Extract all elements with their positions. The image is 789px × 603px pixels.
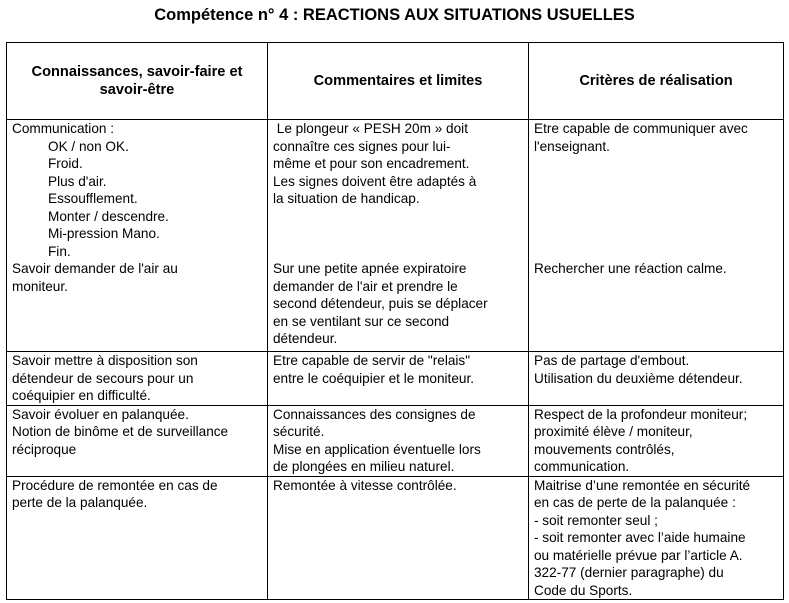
text-line: Etre capable de servir de "relais" <box>273 353 471 368</box>
text-line: Etre capable de communiquer avec <box>534 121 748 136</box>
text-line: Rechercher une réaction calme. <box>534 261 727 276</box>
text-line: de plongées en milieu naturel. <box>273 459 455 474</box>
header-commentaires: Commentaires et limites <box>268 43 529 120</box>
table-row <box>7 405 784 476</box>
header-criteres: Critères de réalisation <box>529 43 784 120</box>
cell-criteres <box>529 476 784 600</box>
text-line: mouvements contrôlés, <box>534 441 675 457</box>
text-line: Savoir mettre à disposition son <box>12 353 198 368</box>
spacer <box>534 208 779 226</box>
text-line: Code du Sports. <box>534 582 633 598</box>
text-line: Mise en application éventuelle lors <box>273 441 481 457</box>
table-row <box>7 120 784 352</box>
sign-item: Fin. <box>48 243 71 259</box>
text-line: Sur une petite apnée expiratoire <box>273 261 467 276</box>
spacer <box>534 225 779 243</box>
text-line: - soit remonter avec l’aide humaine <box>534 530 746 545</box>
spacer <box>273 208 524 226</box>
competence-table <box>6 42 784 600</box>
text-line: Pas de partage d'embout. <box>534 353 690 368</box>
text-line: Connaissances des consignes de <box>273 406 476 422</box>
text-line: détendeur de secours pour un <box>12 370 194 386</box>
text-line: en se ventilant sur ce second <box>273 313 450 329</box>
spacer <box>273 225 524 243</box>
header-connaissances: Connaissances, savoir-faire et savoir-être <box>7 43 268 120</box>
text-line: moniteur. <box>12 278 68 294</box>
text-line: même et pour son encadrement. <box>273 156 470 171</box>
text-line: Utilisation du deuxième détendeur. <box>534 370 743 386</box>
text-line: l'enseignant. <box>534 138 610 154</box>
cell-commentaires <box>268 352 529 406</box>
cell-criteres <box>529 352 784 406</box>
text-line: demander de l'air et prendre le <box>273 278 458 294</box>
text-line: en cas de perte de la palanquée : <box>534 495 736 510</box>
text-line: perte de la palanquée. <box>12 495 148 510</box>
text-line: 322-77 (dernier paragraphe) du <box>534 565 724 580</box>
text-line: connaître ces signes pour lui- <box>273 138 451 154</box>
text-line: réciproque <box>12 441 77 457</box>
text-line: Savoir demander de l'air au <box>12 261 178 276</box>
cell-criteres <box>529 120 784 352</box>
sign-item: OK / non OK. <box>48 138 129 154</box>
cell-connaissances <box>7 476 268 600</box>
cell-criteres <box>529 405 784 476</box>
text-line: coéquipier en difficulté. <box>12 388 151 403</box>
text-line: entre le coéquipier et le moniteur. <box>273 370 475 386</box>
text-line: détendeur. <box>273 331 338 346</box>
page-title: Compétence n° 4 : REACTIONS AUX SITUATIONS USUELLES <box>154 6 635 24</box>
text-line: Respect de la profondeur moniteur; <box>534 406 748 422</box>
spacer <box>534 243 779 261</box>
text-line: communication. <box>534 459 630 474</box>
text-line: la situation de handicap. <box>273 191 420 206</box>
text-line: Savoir évoluer en palanquée. <box>12 406 189 422</box>
spacer <box>534 190 779 208</box>
sign-item: Plus d'air. <box>48 173 107 189</box>
table-row <box>7 352 784 406</box>
table-header-row <box>7 43 784 120</box>
text-line: Notion de binôme et de surveillance <box>12 424 229 439</box>
spacer <box>534 173 779 191</box>
spacer <box>273 243 524 261</box>
text-line: - soit remonter seul ; <box>534 512 658 528</box>
cell-commentaires <box>268 405 529 476</box>
sign-item: Monter / descendre. <box>48 208 169 224</box>
text-line: Maitrise d’une remontée en sécurité <box>534 477 751 493</box>
cell-connaissances <box>7 120 268 352</box>
text-line: proximité élève / moniteur, <box>534 424 693 439</box>
cell-commentaires <box>268 120 529 352</box>
sign-item: Mi-pression Mano. <box>48 226 160 241</box>
text-line: second détendeur, puis se déplacer <box>273 296 488 311</box>
text-line: Remontée à vitesse contrôlée. <box>273 477 457 493</box>
communication-label: Communication : <box>12 121 114 136</box>
text-line: Les signes doivent être adaptés à <box>273 173 477 189</box>
sign-item: Essoufflement. <box>48 191 138 206</box>
text-line: sécurité. <box>273 424 325 439</box>
sign-item: Froid. <box>48 156 83 171</box>
spacer <box>534 155 779 173</box>
text-line: Procédure de remontée en cas de <box>12 477 218 493</box>
text-line: Le plongeur « PESH 20m » doit <box>273 121 468 136</box>
cell-connaissances <box>7 405 268 476</box>
table-row <box>7 476 784 600</box>
text-line: ou matérielle prévue par l’article A. <box>534 547 743 563</box>
cell-commentaires <box>268 476 529 600</box>
cell-connaissances <box>7 352 268 406</box>
